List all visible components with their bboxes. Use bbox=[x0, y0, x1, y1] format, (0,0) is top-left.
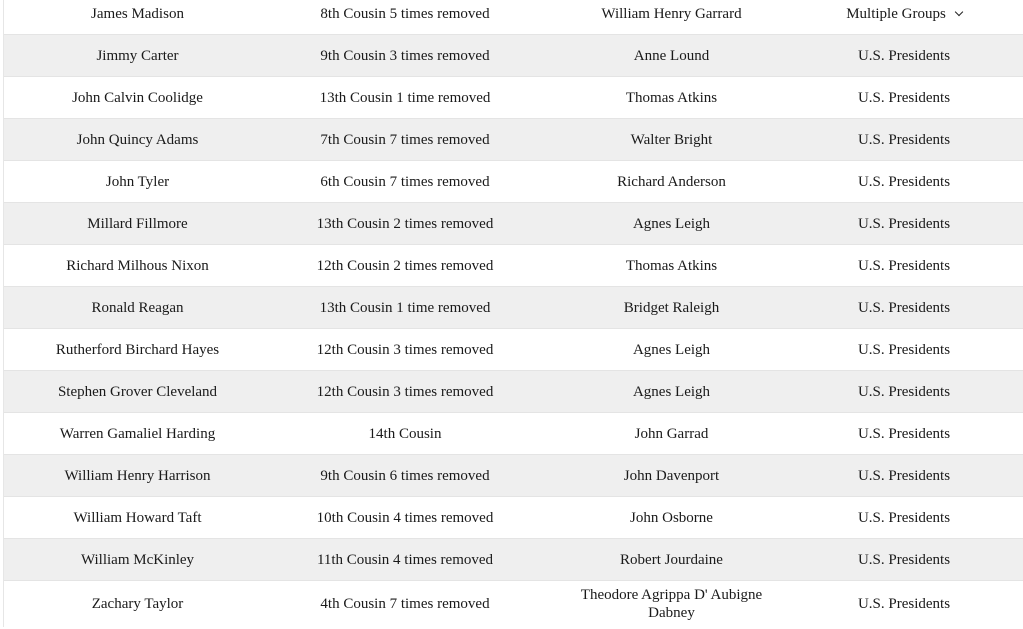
table-row[interactable] bbox=[4, 497, 1023, 539]
common-ancestor: Bridget Raleigh bbox=[623, 299, 720, 316]
table-row[interactable] bbox=[4, 77, 1023, 119]
table-row[interactable] bbox=[4, 371, 1023, 413]
relationship: 7th Cousin 7 times removed bbox=[320, 131, 490, 148]
table-row[interactable] bbox=[4, 287, 1023, 329]
relationship: 10th Cousin 4 times removed bbox=[316, 509, 494, 526]
person-name[interactable]: Millard Fillmore bbox=[87, 215, 188, 232]
person-name[interactable]: Jimmy Carter bbox=[96, 47, 179, 64]
person-name[interactable]: James Madison bbox=[91, 5, 184, 22]
common-ancestor: Thomas Atkins bbox=[625, 257, 718, 274]
group-label: U.S. Presidents bbox=[857, 425, 951, 442]
common-ancestor: John Osborne bbox=[630, 509, 713, 526]
group-label: U.S. Presidents bbox=[857, 299, 951, 316]
relationship: 11th Cousin 4 times removed bbox=[316, 551, 494, 568]
relationship: 12th Cousin 3 times removed bbox=[316, 341, 494, 358]
person-name[interactable]: Ronald Reagan bbox=[91, 299, 184, 316]
common-ancestor: Thomas Atkins bbox=[625, 89, 718, 106]
relationship: 12th Cousin 2 times removed bbox=[316, 257, 494, 274]
person-name[interactable]: Zachary Taylor bbox=[91, 596, 184, 612]
group-label: U.S. Presidents bbox=[857, 509, 951, 526]
common-ancestor: Walter Bright bbox=[630, 131, 713, 148]
relationship: 9th Cousin 3 times removed bbox=[320, 47, 490, 64]
common-ancestor: Robert Jourdaine bbox=[620, 551, 723, 568]
table-row[interactable] bbox=[4, 35, 1023, 77]
table-row[interactable] bbox=[4, 413, 1023, 455]
person-name[interactable]: Rutherford Birchard Hayes bbox=[55, 341, 220, 358]
group-label: U.S. Presidents bbox=[857, 89, 951, 106]
group-label: U.S. Presidents bbox=[857, 596, 951, 612]
common-ancestor: Anne Lound bbox=[633, 47, 710, 64]
common-ancestor: William Henry Garrard bbox=[601, 5, 742, 22]
group-dropdown[interactable] bbox=[846, 5, 962, 23]
group-label: U.S. Presidents bbox=[857, 341, 951, 358]
table-row[interactable] bbox=[4, 581, 1023, 627]
common-ancestor: John Garrad bbox=[634, 425, 709, 442]
person-name[interactable]: Stephen Grover Cleveland bbox=[57, 383, 218, 400]
person-name[interactable]: William Henry Harrison bbox=[64, 467, 211, 484]
person-name[interactable]: John Tyler bbox=[105, 173, 170, 190]
group-cell bbox=[804, 5, 1004, 23]
person-name[interactable]: John Calvin Coolidge bbox=[72, 89, 203, 106]
relationship: 4th Cousin 7 times removed bbox=[320, 596, 490, 612]
relationship: 9th Cousin 6 times removed bbox=[320, 467, 490, 484]
common-ancestor: John Davenport bbox=[623, 467, 720, 484]
common-ancestor: Agnes Leigh bbox=[632, 341, 711, 358]
relationship: 6th Cousin 7 times removed bbox=[320, 173, 490, 190]
table-row[interactable] bbox=[4, 0, 1023, 35]
relationship: 8th Cousin 5 times removed bbox=[320, 5, 490, 22]
table-row[interactable] bbox=[4, 119, 1023, 161]
group-label: U.S. Presidents bbox=[857, 173, 951, 190]
person-name[interactable]: Richard Milhous Nixon bbox=[66, 257, 209, 274]
group-label: U.S. Presidents bbox=[857, 131, 951, 148]
group-label: U.S. Presidents bbox=[857, 383, 951, 400]
table-row[interactable] bbox=[4, 539, 1023, 581]
person-name[interactable]: William Howard Taft bbox=[73, 509, 202, 526]
relationship: 13th Cousin 1 time removed bbox=[319, 89, 491, 106]
group-label: U.S. Presidents bbox=[857, 467, 951, 484]
common-ancestor: Agnes Leigh bbox=[632, 383, 711, 400]
table-row[interactable] bbox=[4, 161, 1023, 203]
group-label: U.S. Presidents bbox=[857, 47, 951, 64]
person-name[interactable]: William McKinley bbox=[80, 551, 195, 568]
relatives-table bbox=[3, 0, 1023, 627]
chevron-down-icon bbox=[955, 7, 963, 15]
group-label: U.S. Presidents bbox=[857, 551, 951, 568]
common-ancestor: Agnes Leigh bbox=[632, 215, 711, 232]
person-name[interactable]: John Quincy Adams bbox=[76, 131, 199, 148]
relationship: 14th Cousin bbox=[368, 425, 442, 442]
relationship: 13th Cousin 2 times removed bbox=[316, 215, 494, 232]
relationship: 12th Cousin 3 times removed bbox=[316, 383, 494, 400]
common-ancestor: Richard Anderson bbox=[617, 173, 726, 190]
table-row[interactable] bbox=[4, 245, 1023, 287]
relationship: 13th Cousin 1 time removed bbox=[319, 299, 491, 316]
table-row[interactable] bbox=[4, 329, 1023, 371]
common-ancestor: Theodore Agrippa D' Aubigne Dabney bbox=[580, 587, 763, 621]
table-row[interactable] bbox=[4, 455, 1023, 497]
table-row[interactable] bbox=[4, 203, 1023, 245]
group-label: Multiple Groups bbox=[846, 5, 946, 22]
group-label: U.S. Presidents bbox=[857, 257, 951, 274]
person-name[interactable]: Warren Gamaliel Harding bbox=[59, 425, 216, 442]
group-label: U.S. Presidents bbox=[857, 215, 951, 232]
